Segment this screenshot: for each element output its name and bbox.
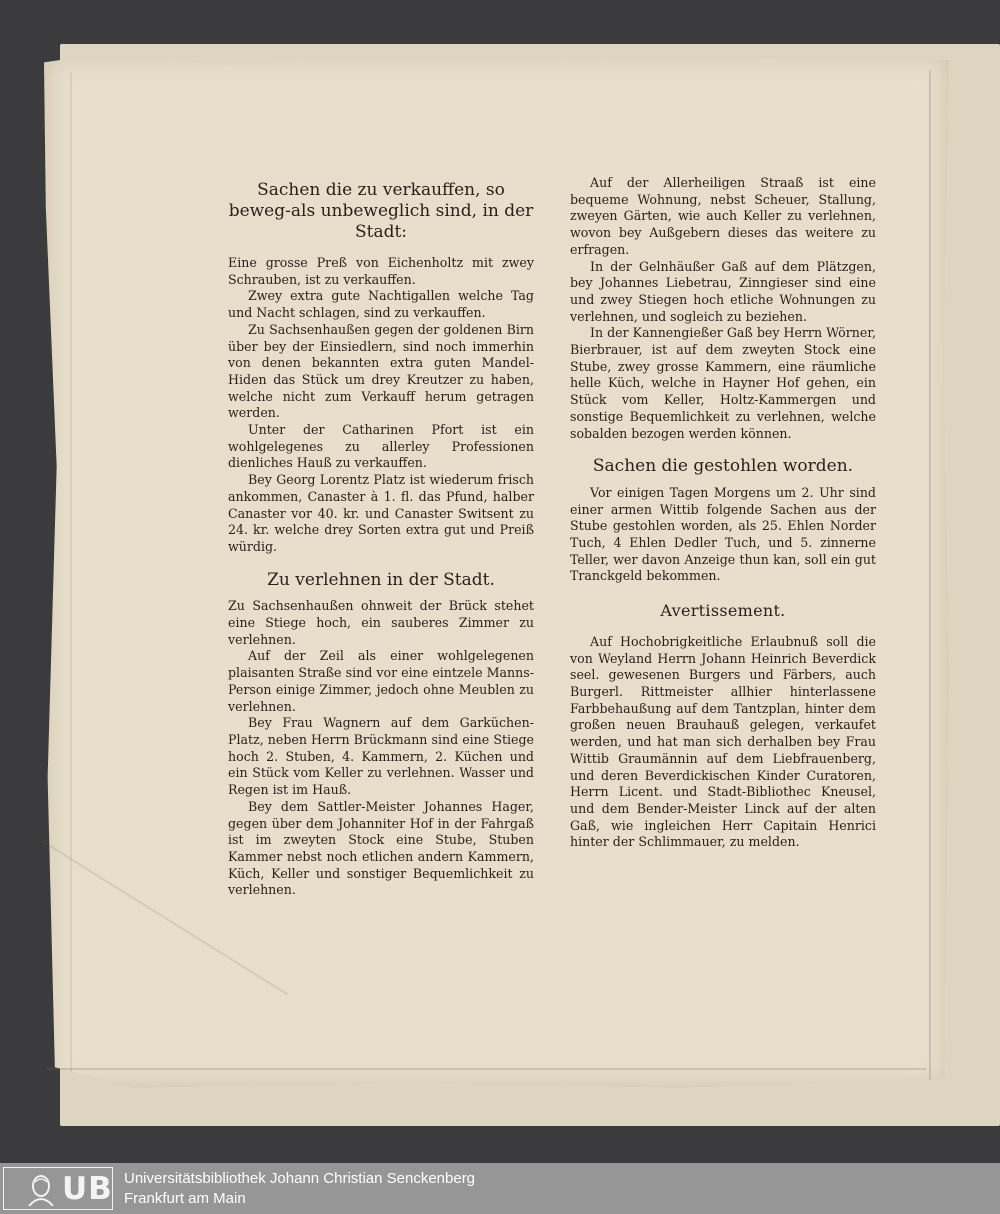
paragraph: Bey Georg Lorentz Platz ist wiederum frisch ankommen, Canaster à 1. fl. das Pfund, halber Canaster vor 40. kr. und Canaster Switsent zu 24. kr. welche drey Sorten extra gut und Preiß würdig. — [228, 472, 534, 554]
paragraph: Bey dem Sattler-Meister Johannes Hager, gegen über dem Johanniter Hof in der Fahrgaß ist im zweyten Stock eine Stube, Stuben Kammer nebst noch etlichen andern Kammern, Küch, Keller und sonstiger Bequemlichkeit zu verlehnen. — [228, 798, 534, 898]
paragraph: Zwey extra gute Nachtigallen welche Tag und Nacht schlagen, sind zu verkauffen. — [228, 288, 534, 321]
paragraph: Unter der Catharinen Pfort ist ein wohlgelegenes zu allerley Professionen dienliches Hauß zu verkauffen. — [228, 422, 534, 471]
logo-text: UB — [62, 1171, 113, 1207]
portrait-icon — [26, 1174, 56, 1206]
paragraph: Auf der Allerheiligen Straaß ist eine bequeme Wohnung, nebst Scheuer, Stallung, zweyen Gärten, wie auch Keller zu verlehnen, wovon bey Außgebern dieses das weitere zu erfragen. — [570, 175, 876, 257]
right-column — [570, 175, 876, 851]
paragraph: In der Kannengießer Gaß bey Herrn Wörner, Bierbrauer, ist auf dem zweyten Stock eine Stube, zwey grosse Kammern, eine räumliche helle Küch, welche in Hayner Hof gehen, ein Stück vom Keller, Holtz-Kammergen und sonstige Bequemlichkeit zu verlehnen, welche sobalden bezogen werden können. — [570, 325, 876, 441]
paragraph: Eine grosse Preß von Eichenholtz mit zwey Schrauben, ist zu verkauffen. — [228, 255, 534, 287]
heading-stolen-goods: Sachen die gestohlen worden. — [592, 456, 854, 477]
paragraph: Auf Hochobrigkeitliche Erlaubnuß soll die von Weyland Herrn Johann Heinrich Beverdick seel. gewesenen Burgers und Färbers, auch Burgerl. Rittmeister allhier hinterlassene Farbbehaußung auf dem Tantzplan, hinter dem großen neuen Brauhauß gelegen, verkaufet werden, und hat man sich derhalben bey Frau Wittib Graumännin auf dem Liebfrauenberg, und deren Beverdickischen Kinder Curatoren, Herrn Licent. und Stadt-Bibliothec Kneusel, und dem Bender-Meister Linck auf der alten Gaß, wie ingleichen Herr Capitain Henrici hinter der Schlimmauer, zu melden. — [570, 633, 876, 850]
library-location: Frankfurt am Main — [124, 1190, 246, 1207]
left-column — [228, 180, 534, 899]
heading-avertissement: Avertissement. — [660, 601, 786, 621]
paragraph: Auf der Zeil als einer wohlgelegenen plaisanten Straße sind vor eine eintzele Manns-Person einige Zimmer, jedoch ohne Meublen zu verlehnen. — [228, 648, 534, 714]
fold-line — [46, 1068, 926, 1070]
library-name: Universitätsbibliothek Johann Christian Senckenberg — [124, 1170, 476, 1187]
paragraph: Bey Frau Wagnern auf dem Garküchen-Platz, neben Herrn Brückmann sind eine Stiege hoch 2. Stuben, 4. Kammern, 2. Küchen und ein Stück vom Keller zu verlehnen. Wasser und Regen ist im Hauß. — [228, 715, 534, 798]
library-footer-bar — [0, 1163, 1000, 1214]
paragraph: Vor einigen Tagen Morgens um 2. Uhr sind einer armen Wittib folgende Sachen aus der Stube gestohlen worden, als 25. Ehlen Norder Tuch, 4 Ehlen Dedler Tuch, und 5. zinnerne Teller, wer davon Anzeige thun kan, soll ein gut Tranckgeld bekommen. — [570, 484, 876, 584]
paragraph: Zu Sachsenhaußen gegen der goldenen Birn über bey der Einsiedlern, sind noch immerhin von denen bekannten extra guten Mandel-Hiden das Stück um drey Kreutzer zu haben, welche nicht zum Verkauff herum getragen werden. — [228, 321, 534, 421]
fold-line — [929, 70, 931, 1080]
paragraph: In der Gelnhäußer Gaß auf dem Plätzgen, bey Johannes Liebetrau, Zinngieser sind eine und zwey Stiegen hoch etliche Wohnungen zu verlehnen, und sogleich zu beziehen. — [570, 258, 876, 324]
paragraph: Zu Sachsenhaußen ohnweit der Brück stehet eine Stiege hoch, ein sauberes Zimmer zu verlehnen. — [228, 598, 534, 647]
heading-for-sale: Sachen die zu verkauffen, so beweg-als unbeweglich sind, in der Stadt: — [228, 180, 534, 242]
fold-line — [70, 72, 72, 1072]
library-name-block — [124, 1169, 475, 1209]
library-logo[interactable] — [3, 1167, 113, 1210]
heading-for-rent: Zu verlehnen in der Stadt. — [267, 569, 495, 590]
